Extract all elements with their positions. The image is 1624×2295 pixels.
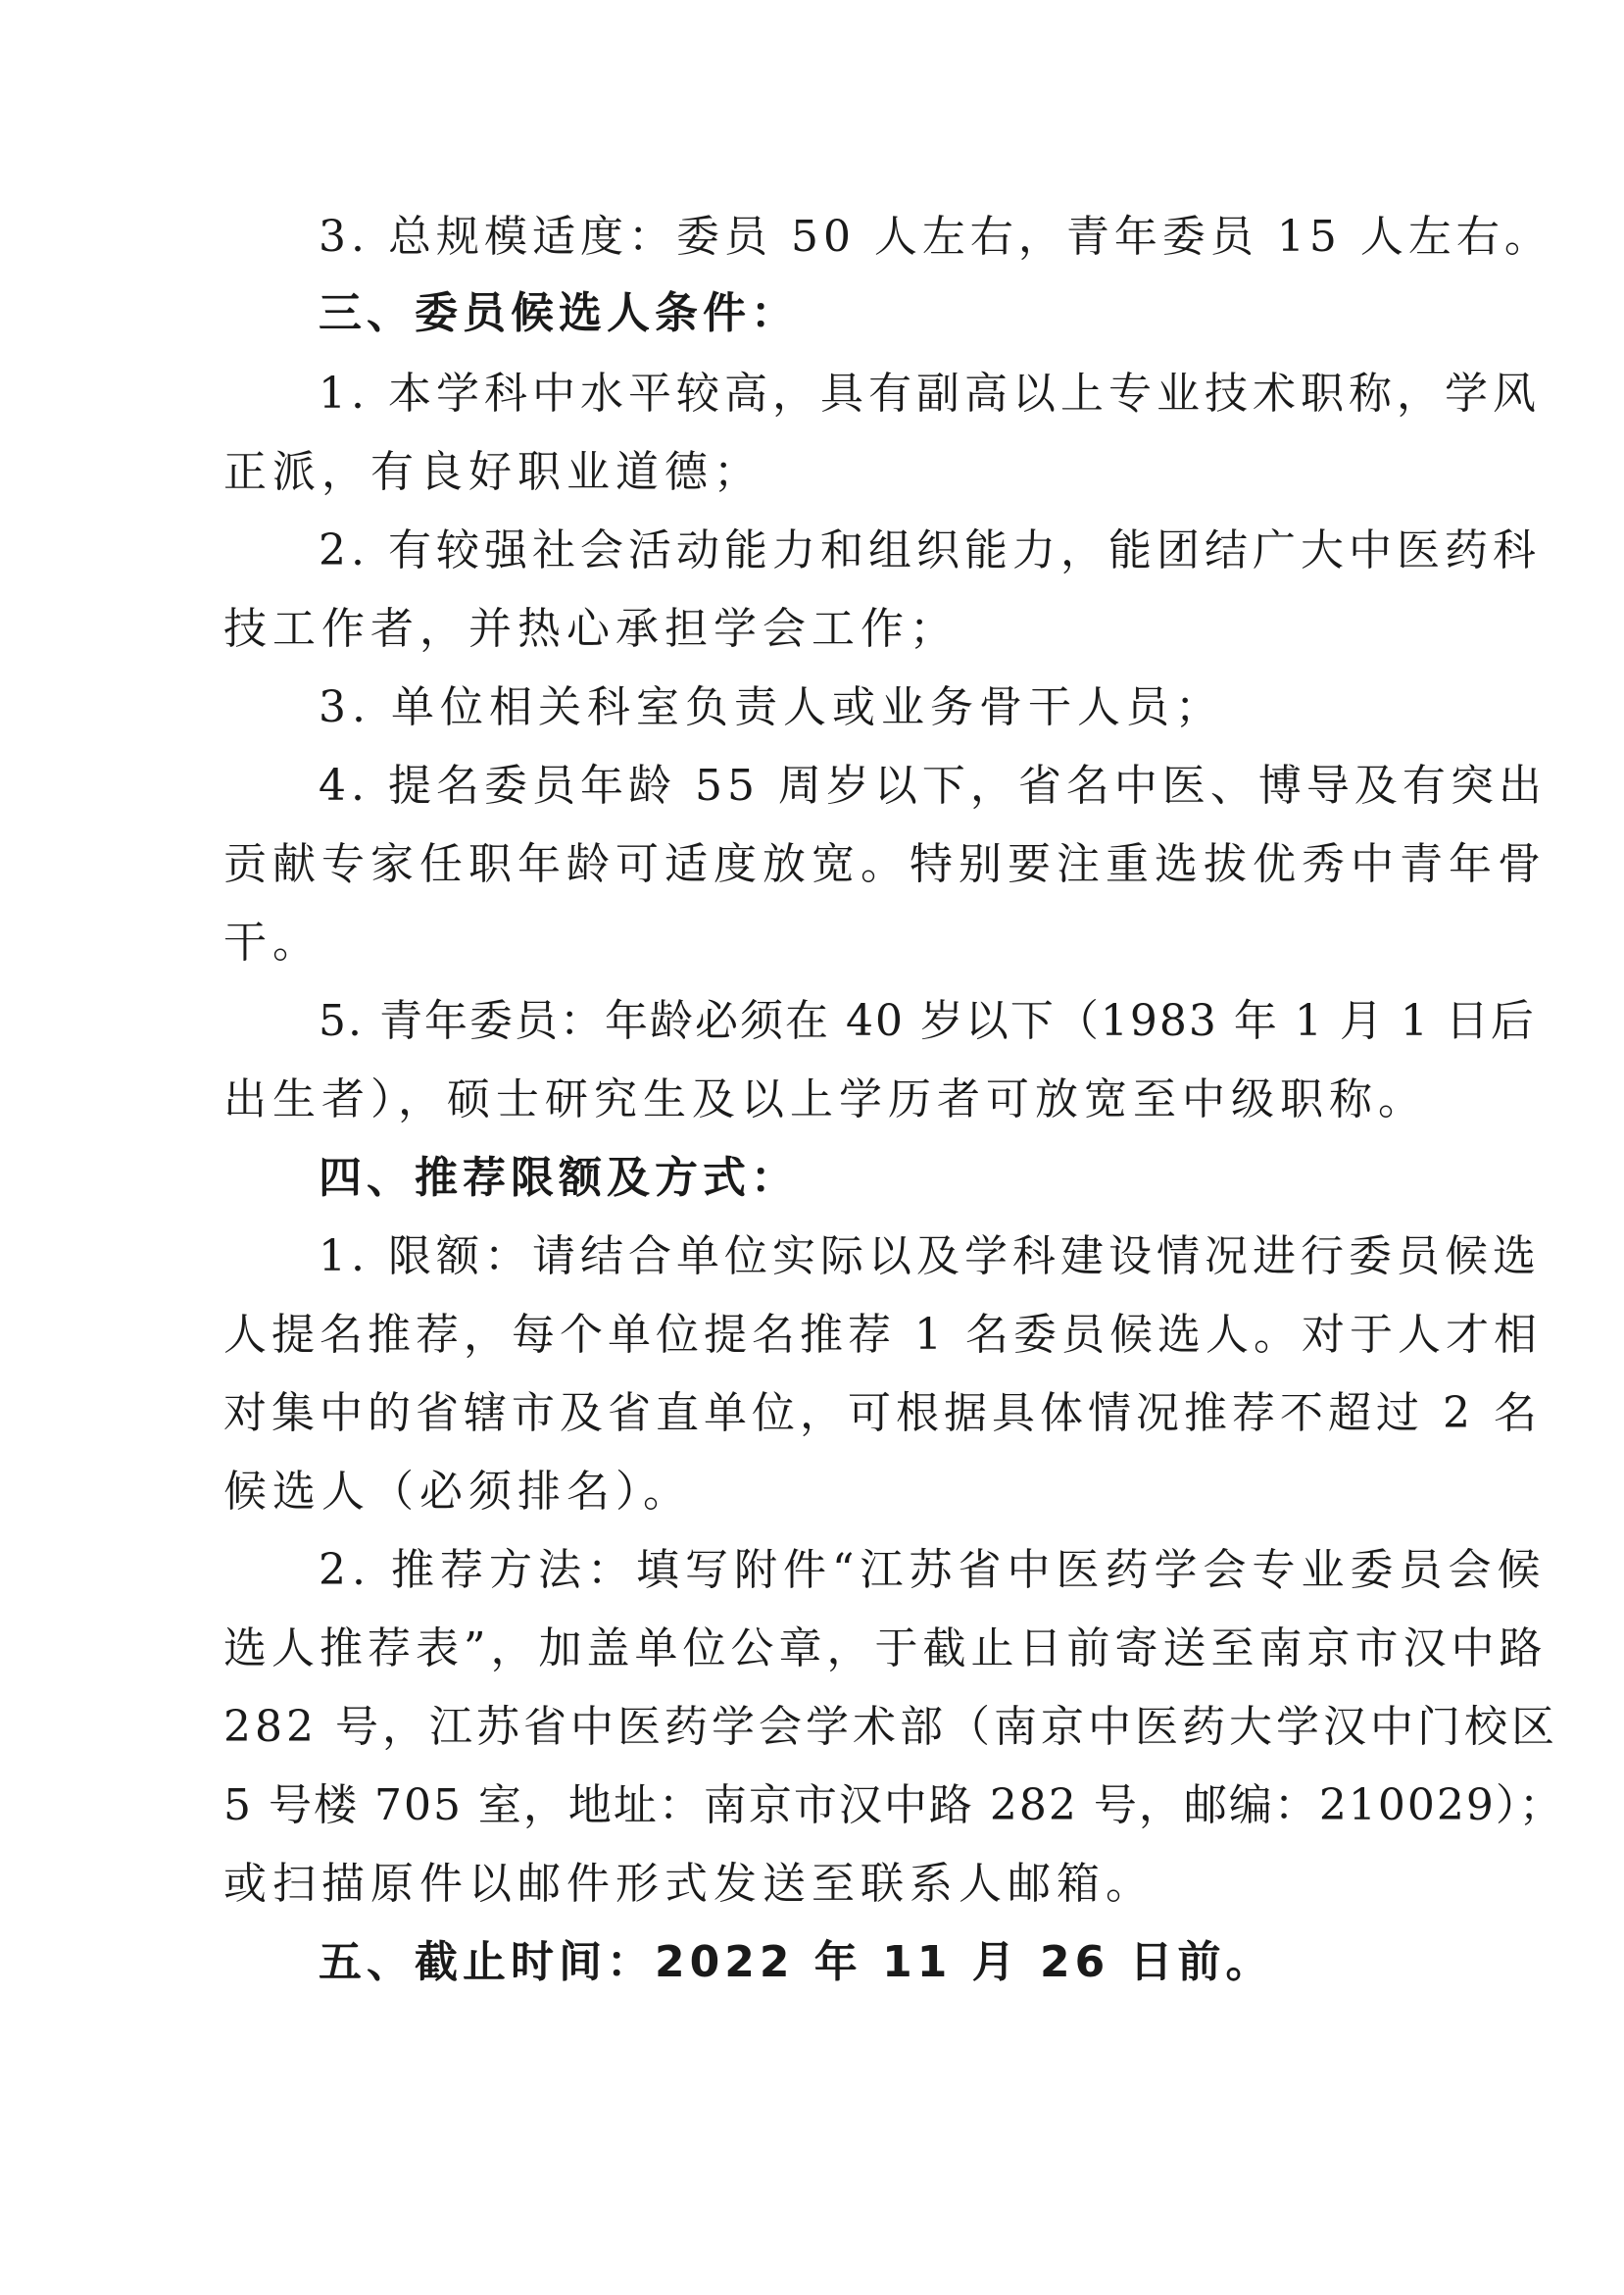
condition-2-line-1: 2. 有较强社会活动能力和组织能力，能团结广大中医药科: [319, 525, 1541, 575]
quota-line-3: 对集中的省辖市及省直单位，可根据具体情况推荐不超过 2 名: [223, 1388, 1542, 1438]
method-line-2: 选人推荐表”，加盖单位公章，于截止日前寄送至南京市汉中路: [223, 1623, 1548, 1673]
quota-line-2: 人提名推荐，每个单位提名推荐 1 名委员候选人。对于人才相: [223, 1310, 1542, 1360]
method-line-1: 2. 推荐方法：填写附件“江苏省中医药学会专业委员会候: [319, 1545, 1547, 1595]
condition-1-line-1: 1. 本学科中水平较高，具有副高以上专业技术职称，学风: [319, 369, 1541, 419]
quota-line-1: 1. 限额：请结合单位实际以及学科建设情况进行委员候选: [319, 1231, 1541, 1281]
condition-5-line-2: 出生者），硕士研究生及以上学历者可放宽至中级职称。: [223, 1074, 1427, 1124]
quota-line-4: 候选人（必须排名）。: [223, 1467, 692, 1517]
condition-4-line-1: 4. 提名委员年龄 55 周岁以下，省名中医、博导及有突出: [319, 761, 1547, 811]
condition-3: 3. 单位相关科室负责人或业务骨干人员；: [319, 682, 1224, 732]
method-line-3: 282 号，江苏省中医药学会学术部（南京中医药大学汉中门校区: [223, 1702, 1558, 1752]
condition-1-line-2: 正派，有良好职业道德；: [223, 447, 763, 497]
method-line-5: 或扫描原件以邮件形式发送至联系人邮箱。: [223, 1859, 1155, 1909]
section-heading-5-deadline: 五、截止时间：2022 年 11 月 26 日前。: [319, 1937, 1274, 1987]
condition-4-line-2: 贡献专家任职年龄可适度放宽。特别要注重选拔优秀中青年骨: [223, 839, 1547, 889]
condition-2-line-2: 技工作者，并热心承担学会工作；: [223, 604, 959, 654]
condition-4-line-3: 干。: [223, 918, 321, 968]
section-heading-3: 三、委员候选人条件：: [319, 288, 799, 338]
section-heading-4: 四、推荐限额及方式：: [319, 1153, 799, 1203]
clause-3-total-scale: 3. 总规模适度：委员 50 人左右，青年委员 15 人左右。: [319, 212, 1552, 262]
method-line-4: 5 号楼 705 室，地址：南京市汉中路 282 号，邮编：210029）；: [223, 1780, 1564, 1830]
condition-5-line-1: 5. 青年委员：年龄必须在 40 岁以下（1983 年 1 月 1 日后: [319, 996, 1536, 1046]
